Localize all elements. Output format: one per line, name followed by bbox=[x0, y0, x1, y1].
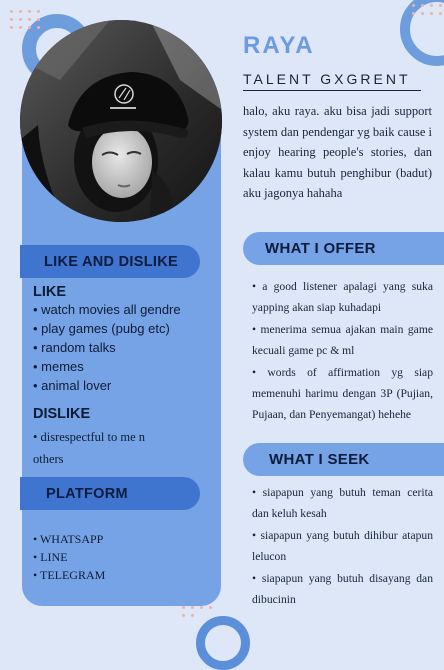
list-item: • menerima semua ajakan main game kecuali game pc & ml bbox=[252, 323, 433, 357]
list-item: • disrespectful to me n others bbox=[33, 430, 145, 466]
platform-section bbox=[33, 530, 203, 584]
like-section bbox=[33, 284, 213, 395]
list-item: • play games (pubg etc) bbox=[33, 321, 170, 336]
profile-subtitle: TALENT GXGRENT bbox=[243, 71, 411, 87]
like-title: LIKE bbox=[33, 284, 67, 300]
platform-header-label: PLATFORM bbox=[46, 485, 128, 502]
like-dislike-header-label: LIKE AND DISLIKE bbox=[44, 253, 178, 270]
profile-photo bbox=[20, 20, 222, 222]
list-item: • memes bbox=[33, 359, 84, 374]
like-dislike-header bbox=[20, 245, 200, 278]
list-item: • siapapun yang butuh dihibur atapun lelucon bbox=[252, 529, 433, 563]
list-item: • TELEGRAM bbox=[33, 568, 106, 582]
what-i-offer-header bbox=[243, 232, 444, 265]
dislike-section bbox=[33, 406, 173, 470]
list-item: • siapapun yang butuh disayang dan dibucinin bbox=[252, 572, 433, 606]
what-i-offer-header-label: WHAT I OFFER bbox=[265, 240, 376, 257]
platform-header bbox=[20, 477, 200, 510]
profile-bio: halo, aku raya. aku bisa jadi support system dan pendengar yg baik cause i enjoy hearing people's stories, dan kalau kamu butuh penghibur (badut) aku jagonya hahaha bbox=[243, 104, 432, 201]
like-list bbox=[33, 300, 213, 395]
list-item: • words of affirmation yg siap memenuhi harimu dengan 3P (Pujian, Pujaan, dan Penyemangat) hehehe bbox=[252, 366, 433, 421]
dot-grid-decoration bbox=[10, 10, 41, 29]
profile-photo-image bbox=[20, 20, 222, 222]
dislike-list bbox=[33, 426, 173, 470]
divider bbox=[243, 90, 421, 91]
dot-grid-decoration bbox=[412, 4, 443, 15]
what-i-seek-header-label: WHAT I SEEK bbox=[269, 451, 370, 468]
list-item: • LINE bbox=[33, 550, 68, 564]
what-i-offer-list bbox=[252, 277, 433, 427]
list-item: • animal lover bbox=[33, 378, 112, 393]
what-i-seek-list bbox=[252, 483, 433, 613]
what-i-seek-header bbox=[243, 443, 444, 476]
list-item: • a good listener apalagi yang suka yapping akan siap kuhadapi bbox=[252, 280, 433, 314]
list-item: • WHATSAPP bbox=[33, 532, 104, 546]
list-item: • random talks bbox=[33, 340, 116, 355]
platform-list bbox=[33, 530, 203, 584]
list-item: • siapapun yang butuh teman cerita dan keluh kesah bbox=[252, 486, 433, 520]
dislike-title: DISLIKE bbox=[33, 406, 91, 422]
list-item: • watch movies all gendre bbox=[33, 302, 181, 317]
dot-grid-decoration bbox=[182, 606, 213, 617]
profile-name: RAYA bbox=[243, 32, 315, 59]
ring-decoration-icon bbox=[196, 616, 250, 670]
